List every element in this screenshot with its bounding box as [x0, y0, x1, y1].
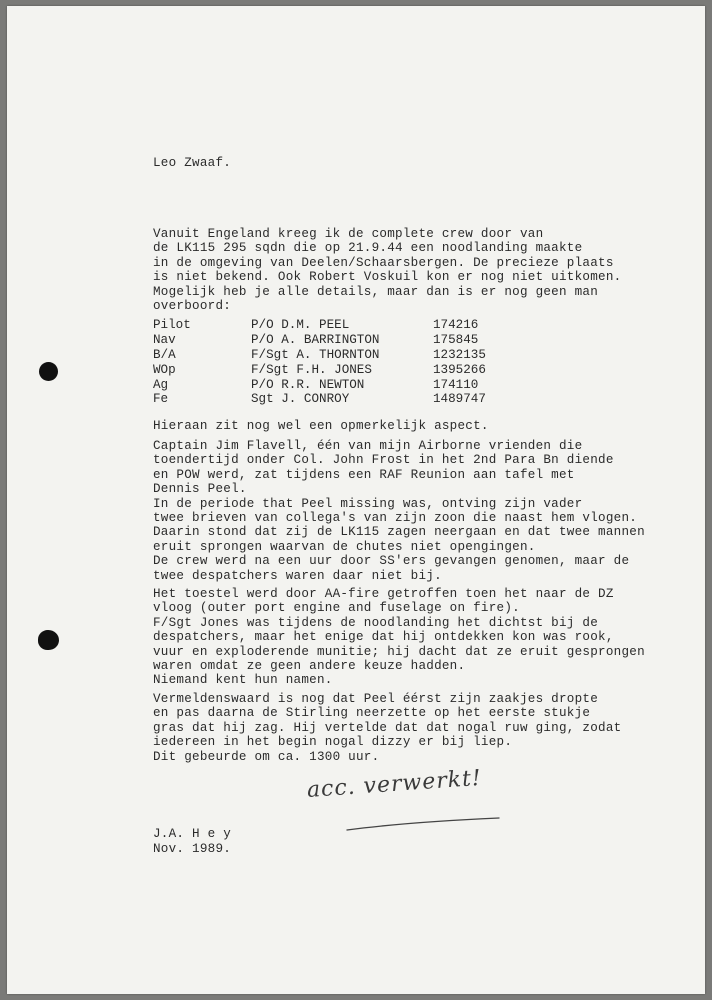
crew-role: Nav: [153, 332, 176, 347]
handwritten-note: acc. verwerkt!: [306, 765, 483, 803]
crew-service-number: 1232135: [433, 347, 486, 362]
crew-list: [153, 318, 486, 407]
notable-paragraph: Vermeldenswaard is nog dat Peel éérst zijn zaakjes dropte en pas daarna de Stirling neerzette op het eerste stukje gras dat hij zag. Hij vertelde dat dat nogal ruw ging, zodat iedereen in het begin nogal dizzy er bij liep. Dit gebeurde om ca. 1300 uur.: [153, 692, 622, 764]
crew-service-number: 1395266: [433, 362, 486, 377]
letter-page: [7, 6, 705, 994]
handwritten-underline: [303, 774, 533, 844]
crew-role: B/A: [153, 347, 176, 362]
crew-service-number: 174216: [433, 318, 479, 332]
signature-name: J.A. H e y: [153, 827, 232, 841]
crew-row: [153, 362, 486, 378]
crew-name: F/Sgt A. THORNTON: [251, 347, 380, 362]
crew-name: P/O D.M. PEEL: [251, 318, 350, 332]
signature-date: Nov. 1989.: [153, 842, 232, 856]
crew-row: [153, 347, 486, 363]
crew-role: Pilot: [153, 318, 191, 332]
crew-name: F/Sgt F.H. JONES: [251, 362, 372, 377]
crew-row: [153, 318, 479, 333]
crew-service-number: 1489747: [433, 392, 486, 407]
crew-row: [153, 377, 479, 393]
crew-row: [153, 332, 479, 348]
intro-paragraph: Vanuit Engeland kreeg ik de complete crew door van de LK115 295 sqdn die op 21.9.44 een noodlanding maakte in de omgeving van Deelen/Schaarsbergen. De precieze plaats is niet bekend. Ook Robert Voskuil kon er nog niet uitkomen. Mogelijk heb je alle details, maar dan is er nog geen man overboord:: [153, 227, 622, 314]
crew-service-number: 175845: [433, 332, 479, 347]
crew-role: Ag: [153, 377, 169, 392]
remark-line: Hieraan zit nog wel een opmerkelijk aspect.: [153, 419, 489, 433]
crew-name: P/O A. BARRINGTON: [251, 332, 380, 347]
crew-role: WOp: [153, 362, 176, 377]
crew-row: [153, 392, 486, 407]
aircraft-paragraph: Het toestel werd door AA-fire getroffen toen het naar de DZ vloog (outer port engine and fuselage on fire). F/Sgt Jones was tijdens de noodlanding het dichtst bij de despatchers, maar het enige dat hij ontdekken kon was rook, vuur en exploderende munitie; hij dacht dat ze eruit gesprongen waren omdat ze geen andere keuze hadden. Niemand kent hun namen.: [153, 587, 645, 688]
punch-hole-lower: [38, 630, 59, 650]
crew-name: Sgt J. CONROY: [251, 392, 350, 407]
crew-name: P/O R.R. NEWTON: [251, 377, 365, 392]
addressee: Leo Zwaaf.: [153, 156, 232, 170]
crew-role: Fe: [153, 392, 169, 407]
punch-hole-upper: [39, 362, 58, 381]
crew-service-number: 174110: [433, 377, 479, 392]
flavell-paragraph: Captain Jim Flavell, één van mijn Airborne vrienden die toendertijd onder Col. John Frost in het 2nd Para Bn diende en POW werd, zat tijdens een RAF Reunion aan tafel met Dennis Peel. In de periode that Peel missing was, ontving zijn vader twee brieven van collega's van zijn zoon die naast hem vlogen. Daarin stond dat zij de LK115 zagen neergaan en dat twee mannen eruit sprongen waarvan de chutes niet opengingen. De crew werd na een uur door SS'ers gevangen genomen, maar de twee despatchers waren daar niet bij.: [153, 439, 645, 583]
